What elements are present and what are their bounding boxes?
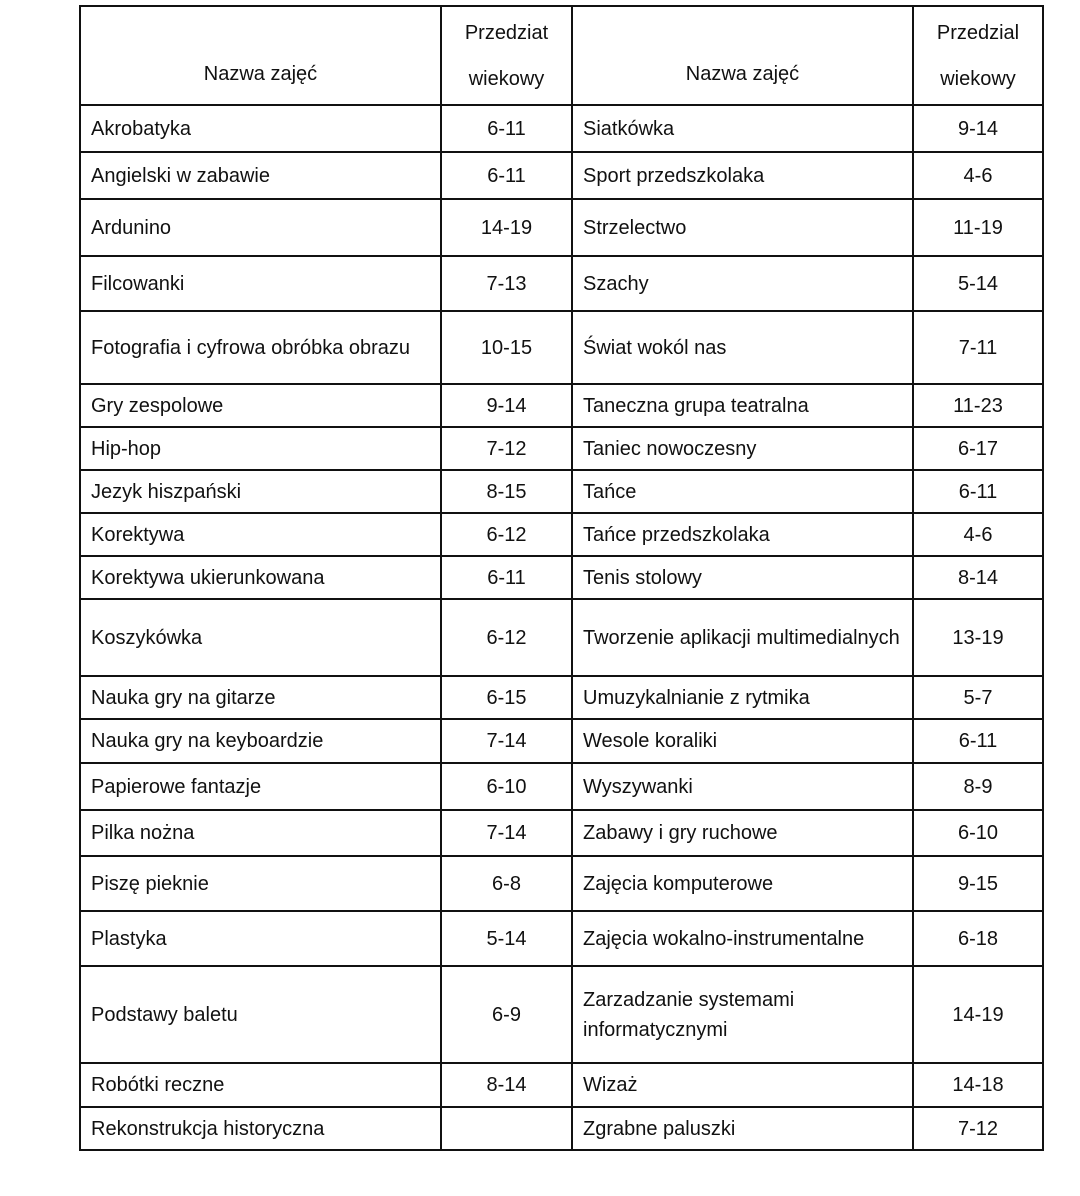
age-range-right: 6-18	[913, 911, 1043, 966]
header-name-right: Nazwa zajęć	[572, 6, 913, 105]
table-row	[80, 199, 1043, 256]
activity-name-right: Zajęcia komputerowe	[572, 856, 913, 911]
age-range-right: 6-11	[913, 470, 1043, 513]
table-row	[80, 513, 1043, 556]
table-row	[80, 763, 1043, 810]
age-range-right: 11-23	[913, 384, 1043, 427]
table-header-row	[80, 6, 1043, 105]
activity-name-right: Umuzykalnianie z rytmika	[572, 676, 913, 719]
age-range-left: 7-12	[441, 427, 572, 470]
age-range-right: 13-19	[913, 599, 1043, 676]
age-range-right: 4-6	[913, 513, 1043, 556]
age-range-left: 6-10	[441, 763, 572, 810]
activity-name-left: Korektywa ukierunkowana	[80, 556, 441, 599]
age-range-left: 10-15	[441, 311, 572, 384]
age-range-right: 4-6	[913, 152, 1043, 199]
age-range-left: 6-11	[441, 152, 572, 199]
table-row	[80, 1063, 1043, 1107]
activity-name-right: Wyszywanki	[572, 763, 913, 810]
age-range-left: 7-13	[441, 256, 572, 311]
age-range-left: 5-14	[441, 911, 572, 966]
activity-name-right: Zarzadzanie systemami informatycznymi	[572, 966, 913, 1063]
activity-name-left: Hip-hop	[80, 427, 441, 470]
age-range-left: 8-14	[441, 1063, 572, 1107]
activity-name-left: Rekonstrukcja historyczna	[80, 1107, 441, 1150]
table-row	[80, 599, 1043, 676]
table-row	[80, 810, 1043, 856]
activity-name-left: Plastyka	[80, 911, 441, 966]
age-range-right: 6-11	[913, 719, 1043, 763]
table-row	[80, 427, 1043, 470]
age-range-right: 9-14	[913, 105, 1043, 152]
age-range-left: 6-11	[441, 556, 572, 599]
header-name-left: Nazwa zajęć	[80, 6, 441, 105]
activity-name-right: Szachy	[572, 256, 913, 311]
age-range-left: 14-19	[441, 199, 572, 256]
activity-name-left: Akrobatyka	[80, 105, 441, 152]
age-range-left: 7-14	[441, 719, 572, 763]
cut-off-title-fragment	[80, 0, 550, 2]
table-row	[80, 911, 1043, 966]
activity-name-left: Robótki reczne	[80, 1063, 441, 1107]
age-range-left: 8-15	[441, 470, 572, 513]
activity-name-left: Gry zespolowe	[80, 384, 441, 427]
activity-name-right: Zabawy i gry ruchowe	[572, 810, 913, 856]
table-row	[80, 1107, 1043, 1150]
activity-name-left: Fotografia i cyfrowa obróbka obrazu	[80, 311, 441, 384]
activity-name-right: Wesole koraliki	[572, 719, 913, 763]
activity-name-right: Sport przedszkolaka	[572, 152, 913, 199]
activity-name-left: Angielski w zabawie	[80, 152, 441, 199]
age-range-right: 9-15	[913, 856, 1043, 911]
header-range-right: Przedzial wiekowy	[913, 6, 1043, 105]
age-range-left: 9-14	[441, 384, 572, 427]
age-range-right: 6-10	[913, 810, 1043, 856]
table-row	[80, 556, 1043, 599]
activity-name-right: Tworzenie aplikacji multimedialnych	[572, 599, 913, 676]
table-row	[80, 152, 1043, 199]
activity-name-left: Papierowe fantazje	[80, 763, 441, 810]
table-row	[80, 719, 1043, 763]
activity-name-right: Zgrabne paluszki	[572, 1107, 913, 1150]
age-range-left: 6-15	[441, 676, 572, 719]
activity-name-left: Nauka gry na keyboardzie	[80, 719, 441, 763]
activity-name-left: Nauka gry na gitarze	[80, 676, 441, 719]
age-range-left: 6-12	[441, 599, 572, 676]
activity-name-right: Strzelectwo	[572, 199, 913, 256]
table-row	[80, 384, 1043, 427]
table-row	[80, 470, 1043, 513]
activity-name-left: Jezyk hiszpański	[80, 470, 441, 513]
activity-name-right: Tenis stolowy	[572, 556, 913, 599]
age-range-left	[441, 1107, 572, 1150]
age-range-right: 14-18	[913, 1063, 1043, 1107]
age-range-left: 6-8	[441, 856, 572, 911]
age-range-right: 8-9	[913, 763, 1043, 810]
activity-name-left: Pilka nożna	[80, 810, 441, 856]
age-range-left: 6-12	[441, 513, 572, 556]
age-range-right: 11-19	[913, 199, 1043, 256]
header-range-left: Przedziat wiekowy	[441, 6, 572, 105]
activity-name-right: Tańce przedszkolaka	[572, 513, 913, 556]
activity-name-left: Koszykówka	[80, 599, 441, 676]
table-row	[80, 966, 1043, 1063]
activity-name-left: Korektywa	[80, 513, 441, 556]
activity-name-right: Siatkówka	[572, 105, 913, 152]
table-row	[80, 256, 1043, 311]
age-range-left: 7-14	[441, 810, 572, 856]
age-range-right: 8-14	[913, 556, 1043, 599]
age-range-right: 5-7	[913, 676, 1043, 719]
age-range-right: 14-19	[913, 966, 1043, 1063]
activity-name-right: Wizaż	[572, 1063, 913, 1107]
age-range-right: 6-17	[913, 427, 1043, 470]
age-range-right: 7-11	[913, 311, 1043, 384]
activity-name-left: Piszę pieknie	[80, 856, 441, 911]
table-row	[80, 311, 1043, 384]
age-range-left: 6-9	[441, 966, 572, 1063]
activity-name-right: Taneczna grupa teatralna	[572, 384, 913, 427]
activity-name-right: Tańce	[572, 470, 913, 513]
activity-name-right: Taniec nowoczesny	[572, 427, 913, 470]
table-row	[80, 856, 1043, 911]
table-row	[80, 676, 1043, 719]
activity-name-left: Ardunino	[80, 199, 441, 256]
age-range-right: 5-14	[913, 256, 1043, 311]
activities-table	[79, 5, 1044, 1151]
age-range-right: 7-12	[913, 1107, 1043, 1150]
activity-name-left: Podstawy baletu	[80, 966, 441, 1063]
activity-name-right: Świat wokól nas	[572, 311, 913, 384]
activity-name-right: Zajęcia wokalno-instrumentalne	[572, 911, 913, 966]
activity-name-left: Filcowanki	[80, 256, 441, 311]
age-range-left: 6-11	[441, 105, 572, 152]
table-row	[80, 105, 1043, 152]
